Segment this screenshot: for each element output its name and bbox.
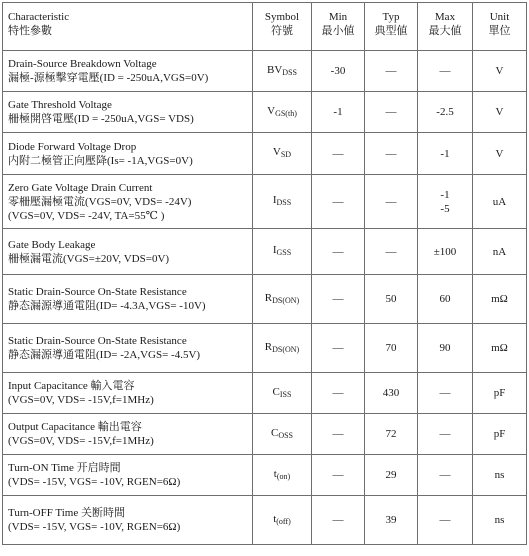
characteristic-condition: 零柵壓漏極電流(VGS=0V, VDS= -24V): [8, 195, 192, 208]
symbol-cell: [253, 496, 312, 545]
symbol-cell: [253, 133, 312, 175]
typ-cell: —: [365, 133, 418, 175]
min-cell: —: [312, 133, 365, 175]
symbol-main: R: [264, 291, 273, 304]
table-row: [3, 133, 527, 175]
characteristic-name: Static Drain-Source On-State Resistance: [8, 335, 187, 347]
symbol-sub: GS(th): [275, 108, 297, 118]
max-value: -5: [440, 202, 450, 215]
header-max-zh: 最大値: [428, 25, 462, 37]
unit-cell: pF: [473, 373, 527, 414]
symbol-cell: [253, 229, 312, 275]
typ-cell: 72: [365, 414, 418, 455]
unit-cell: pF: [473, 414, 527, 455]
max-cell: —: [418, 51, 473, 92]
symbol-main: I: [272, 244, 277, 256]
unit-cell: ns: [473, 455, 527, 496]
header-min-en: Min: [328, 11, 348, 23]
symbol-main: t: [273, 512, 277, 525]
symbol-main: t: [273, 467, 277, 480]
table-row: [3, 229, 527, 275]
characteristics-table: [2, 2, 527, 545]
header-min: [312, 3, 365, 51]
symbol-cell: [253, 175, 312, 229]
symbol-main: BV: [267, 63, 283, 76]
max-cell: —: [418, 496, 473, 545]
min-cell: —: [312, 275, 365, 324]
typ-cell: 39: [365, 496, 418, 545]
characteristic-condition: 内附二極管正向壓降(Is= -1A,VGS=0V): [8, 154, 193, 167]
unit-cell: mΩ: [473, 324, 527, 373]
min-cell: -30: [312, 51, 365, 92]
header-characteristic-zh: 特性參數: [8, 25, 52, 37]
header-characteristic: [3, 3, 253, 51]
min-cell: —: [312, 175, 365, 229]
characteristic-name: Turn-ON Time 开启時間: [8, 462, 121, 474]
symbol-main: V: [267, 104, 276, 117]
symbol-cell: [253, 51, 312, 92]
header-unit-zh: 單位: [488, 25, 511, 37]
unit-cell: uA: [473, 175, 527, 229]
characteristic-condition: (VGS=0V, VDS= -15V,f=1MHz): [8, 435, 154, 447]
characteristic-condition: 漏極-源極擊穿電壓(ID = -250uA,VGS=0V): [8, 72, 209, 84]
typ-cell: 70: [365, 324, 418, 373]
unit-cell: V: [473, 133, 527, 175]
symbol-main: C: [270, 426, 279, 439]
characteristic-condition: (VDS= -15V, VGS= -10V, RGEN=6Ω): [8, 521, 181, 533]
header-characteristic-en: Characteristic: [8, 11, 70, 23]
header-unit-en: Unit: [489, 11, 510, 23]
header-symbol-en: Symbol: [264, 11, 300, 23]
characteristic-condition: 静态漏源導通電阻(ID= -4.3A,VGS= -10V): [8, 300, 206, 312]
max-cell: [418, 175, 473, 229]
characteristic-condition: 柵極漏電流(VGS=±20V, VDS=0V): [8, 252, 170, 265]
symbol-cell: [253, 455, 312, 496]
symbol-main: V: [272, 146, 281, 158]
characteristic-name: Drain-Source Breakdown Voltage: [8, 58, 157, 70]
symbol-cell: [253, 275, 312, 324]
unit-cell: ns: [473, 496, 527, 545]
header-typ-zh: 典型値: [374, 25, 408, 37]
header-symbol-zh: 符號: [271, 25, 293, 37]
characteristic-condition: 静态漏源導通電阻(ID= -2A,VGS= -4.5V): [8, 349, 201, 361]
characteristic-cell: [3, 373, 253, 414]
table-row: [3, 175, 527, 229]
symbol-sub: OSS: [278, 430, 294, 440]
characteristic-condition: (VGS=0V, VDS= -15V,f=1MHz): [8, 394, 154, 406]
symbol-sub: ISS: [279, 389, 292, 399]
max-cell: 60: [418, 275, 473, 324]
max-cell: —: [418, 455, 473, 496]
symbol-sub: DSS: [276, 198, 292, 207]
characteristic-cell: [3, 414, 253, 455]
header-symbol: [253, 3, 312, 51]
min-cell: —: [312, 229, 365, 275]
symbol-cell: [253, 324, 312, 373]
characteristic-name: Static Drain-Source On-State Resistance: [8, 286, 187, 298]
min-cell: —: [312, 324, 365, 373]
max-cell: —: [418, 373, 473, 414]
symbol-main: I: [272, 194, 277, 206]
header-unit: [473, 3, 527, 51]
symbol-sub: DSS: [282, 67, 297, 77]
characteristic-cell: [3, 175, 253, 229]
symbol-cell: [253, 92, 312, 133]
unit-cell: V: [473, 51, 527, 92]
symbol-main: C: [272, 385, 280, 398]
table-row: [3, 275, 527, 324]
table-row: [3, 455, 527, 496]
characteristic-cell: [3, 92, 253, 133]
characteristic-cell: [3, 324, 253, 373]
typ-cell: —: [365, 51, 418, 92]
characteristic-cell: [3, 455, 253, 496]
min-cell: —: [312, 373, 365, 414]
min-cell: —: [312, 455, 365, 496]
table-row: [3, 92, 527, 133]
typ-cell: —: [365, 175, 418, 229]
header-typ-en: Typ: [382, 11, 400, 23]
typ-cell: 430: [365, 373, 418, 414]
symbol-sub: (off): [276, 516, 291, 526]
table-row: [3, 496, 527, 545]
max-value: -1: [440, 188, 450, 201]
characteristic-name: Input Capacitance 輸入電容: [8, 380, 135, 392]
typ-cell: 50: [365, 275, 418, 324]
min-cell: —: [312, 496, 365, 545]
characteristic-name: Zero Gate Voltage Drain Current: [8, 181, 153, 194]
characteristic-condition: (VDS= -15V, VGS= -10V, RGEN=6Ω): [8, 476, 181, 488]
characteristic-name: Gate Body Leakage: [8, 238, 96, 251]
max-cell: -1: [418, 133, 473, 175]
typ-cell: 29: [365, 455, 418, 496]
table-row: [3, 324, 527, 373]
symbol-sub: SD: [280, 150, 292, 159]
symbol-cell: [253, 373, 312, 414]
characteristic-condition: 柵極開啓電壓(ID = -250uA,VGS= VDS): [8, 113, 194, 125]
header-max-en: Max: [434, 11, 456, 23]
characteristic-cell: [3, 133, 253, 175]
symbol-sub: DS(ON): [272, 295, 300, 305]
symbol-main: R: [264, 340, 273, 353]
characteristic-name: Output Capacitance 輸出電容: [8, 421, 142, 433]
characteristic-cell: [3, 275, 253, 324]
symbol-sub: DS(ON): [272, 344, 300, 354]
characteristic-condition: (VGS=0V, VDS= -24V, TA=55℃ ): [8, 209, 165, 222]
min-cell: -1: [312, 92, 365, 133]
table-row: [3, 414, 527, 455]
characteristic-cell: [3, 229, 253, 275]
header-max: [418, 3, 473, 51]
characteristic-cell: [3, 496, 253, 545]
typ-cell: —: [365, 92, 418, 133]
characteristic-name: Gate Threshold Voltage: [8, 99, 112, 111]
max-cell: ±100: [418, 229, 473, 275]
unit-cell: mΩ: [473, 275, 527, 324]
unit-cell: nA: [473, 229, 527, 275]
table-row: [3, 51, 527, 92]
typ-cell: —: [365, 229, 418, 275]
characteristic-cell: [3, 51, 253, 92]
symbol-sub: GSS: [276, 248, 292, 257]
characteristic-name: Turn-OFF Time 关断時間: [8, 507, 125, 519]
max-cell: 90: [418, 324, 473, 373]
header-min-zh: 最小値: [321, 25, 355, 37]
symbol-sub: (on): [276, 471, 291, 481]
max-cell: —: [418, 414, 473, 455]
header-typ: [365, 3, 418, 51]
unit-cell: V: [473, 92, 527, 133]
max-cell: -2.5: [418, 92, 473, 133]
symbol-cell: [253, 414, 312, 455]
table-row: [3, 373, 527, 414]
header-row: [3, 3, 527, 51]
min-cell: —: [312, 414, 365, 455]
characteristic-name: Diode Forward Voltage Drop: [8, 140, 137, 153]
